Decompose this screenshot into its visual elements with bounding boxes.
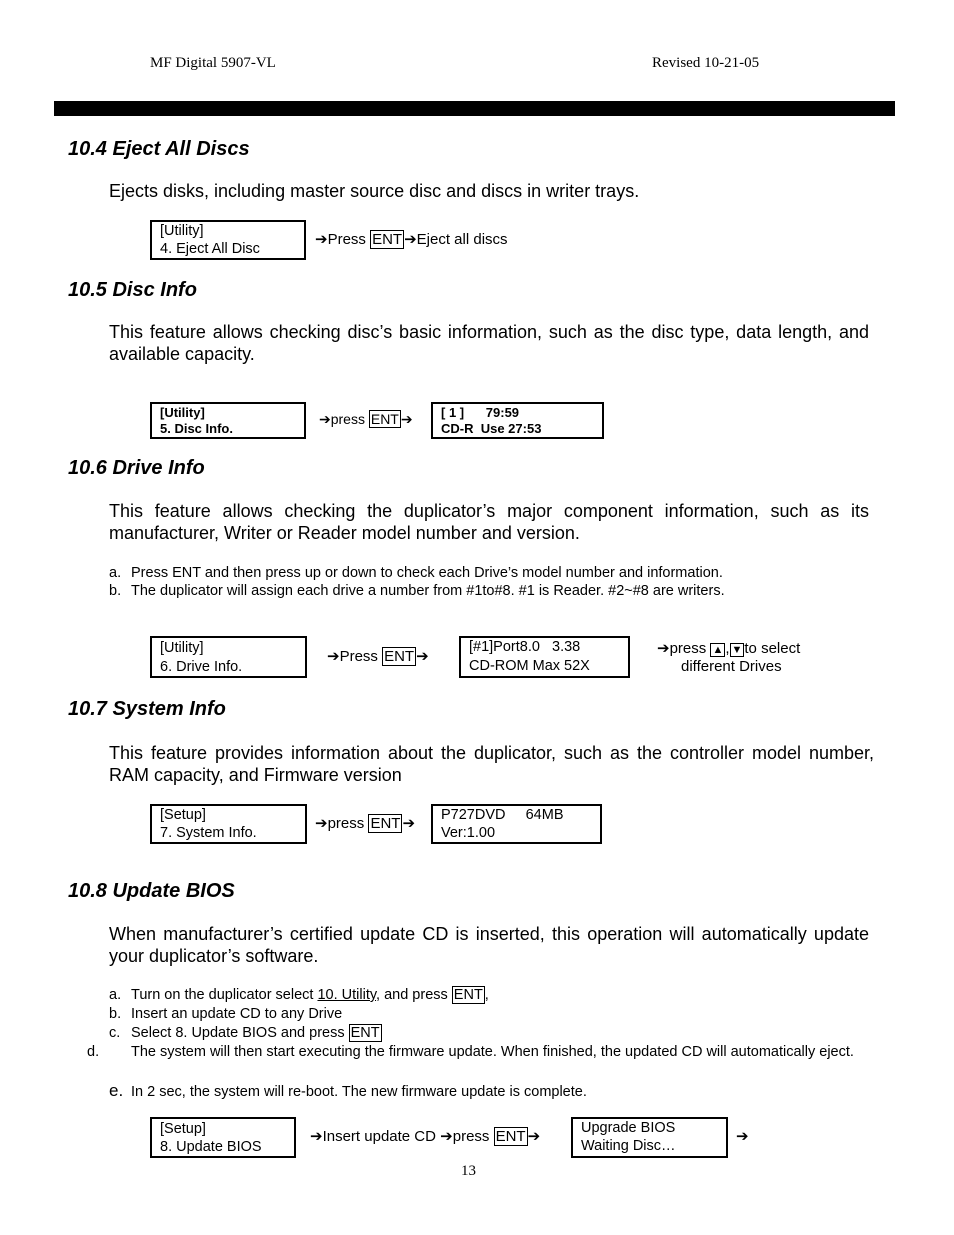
lcd-line-1: [Utility] [160,640,204,656]
arrow-icon: ➔ [416,648,429,665]
drive-select-hint: ➔press ▲ , ▼ to select [657,640,801,657]
arrow-icon: ➔ [327,648,340,665]
section-title-disc-info: 10.5 Disc Info [68,279,197,301]
section-body-disc-info: This feature allows checking disc’s basic information, such as the disc type, data length, and available capacity. [109,322,869,364]
flow-press: press [330,411,365,427]
drive-info-flow [327,647,429,665]
arrow-icon: ➔ [527,1128,541,1145]
lcd-box-drive-result [459,636,630,678]
lcd-line-1: [ 1 ] 79:59 [441,405,520,420]
system-info-flow [315,814,415,832]
lcd-line-2: Waiting Disc… [581,1138,676,1154]
arrow-icon: ➔ [657,640,670,657]
list-item: a. Turn on the duplicator select 10. Utility, and press ENT , [109,987,489,1003]
flow-press: press [452,1128,490,1145]
arrow-icon: ➔ [310,1128,323,1145]
arrow-icon: ➔ [319,411,331,427]
up-arrow-key-icon: ▲ [712,644,724,656]
ent-key: ENT [453,987,483,1003]
arrow-icon: ➔ [404,231,417,248]
lcd-line-2: CD-ROM Max 52X [469,658,590,674]
hint-text: to select [744,640,801,657]
drive-select-hint-2: different Drives [681,658,782,675]
lcd-line-2: Ver:1.00 [441,825,496,841]
lcd-line-1: [Setup] [160,807,206,823]
flow-result: Eject all discs [416,231,508,248]
section-title-update-bios: 10.8 Update BIOS [68,880,235,902]
lcd-line-2: 7. System Info. [160,825,257,841]
lcd-line-1: [Utility] [160,223,204,239]
list-item: b. The duplicator will assign each drive a number from #1to#8. #1 is Reader. #2~#8 are writers. [109,583,725,599]
header-left: MF Digital 5907-VL [150,55,276,71]
lcd-box-system-result [431,804,602,844]
lcd-box-system-info [150,804,307,844]
arrow-icon: ➔ [402,815,416,832]
hint-press: press [669,640,707,657]
lcd-line-1: [#1]Port8.0 3.38 [469,639,581,655]
lcd-box-drive-info [150,636,307,678]
section-title-drive-info: 10.6 Drive Info [68,457,205,479]
ent-key: ENT [370,815,401,832]
section-title-eject: 10.4 Eject All Discs [68,138,250,160]
flow-press: press [327,815,365,832]
section-body-eject: Ejects disks, including master source disc and discs in writer trays. [109,181,640,201]
lcd-line-1: P727DVD 64MB [441,807,564,823]
ent-key: ENT [350,1025,380,1041]
lcd-box-update-result [571,1117,728,1158]
lcd-line-2: 4. Eject All Disc [160,241,260,257]
arrow-icon: ➔ [315,231,328,248]
ent-key: ENT [370,411,399,427]
list-item: e. In 2 sec, the system will re-boot. The new firmware update is complete. [109,1081,587,1100]
ent-key: ENT [372,231,403,248]
utility-menu-link: 10. Utility [317,987,377,1003]
list-item: d. The system will then start executing the firmware update. When finished, the updated CD will automatically eject. [87,1044,854,1060]
section-body-update-bios: When manufacturer’s certified update CD is inserted, this operation will automatically update your duplicator’s software. [109,924,869,966]
arrow-icon: ➔ [736,1128,749,1145]
flow-press: Press [339,648,378,665]
lcd-box-update-bios [150,1117,296,1158]
page-number: 13 [461,1163,476,1179]
lcd-line-2: 6. Drive Info. [160,659,243,675]
section-body-system-info: This feature provides information about the duplicator, such as the controller model number, RAM capacity, and Firmware version [109,743,874,785]
arrow-icon: ➔ [440,1128,453,1145]
lcd-line-2: 8. Update BIOS [160,1139,262,1155]
disc-info-flow [319,411,413,428]
header-rule [54,101,895,116]
lcd-line-2: CD-R Use 27:53 [441,421,542,436]
list-item: a. Press ENT and then press up or down to check each Drive’s model number and information. [109,565,723,581]
lcd-box-disc-result [431,402,604,439]
lcd-line-1: [Utility] [160,405,205,420]
flow-insert: Insert update CD [322,1128,436,1145]
arrow-icon: ➔ [315,815,328,832]
flow-press: Press [327,231,366,248]
ent-key: ENT [495,1128,526,1145]
down-arrow-key-icon: ▼ [731,644,743,656]
section-title-system-info: 10.7 System Info [68,698,226,720]
lcd-box-eject [150,220,306,260]
eject-flow [315,230,508,248]
lcd-line-1: [Setup] [160,1121,206,1137]
section-body-drive-info: This feature allows checking the duplicator’s major component information, such as its manufacturer, Writer or Reader model number and version. [109,501,869,543]
lcd-line-2: 5. Disc Info. [160,421,233,436]
update-bios-flow [310,1127,540,1145]
lcd-line-1: Upgrade BIOS [581,1120,676,1136]
arrow-icon: ➔ [400,411,413,427]
header-right: Revised 10-21-05 [652,55,760,71]
list-item: c. Select 8. Update BIOS and press ENT [109,1025,380,1041]
list-item: b. Insert an update CD to any Drive [109,1006,343,1022]
lcd-box-disc-info [150,402,306,439]
ent-key: ENT [384,648,415,665]
